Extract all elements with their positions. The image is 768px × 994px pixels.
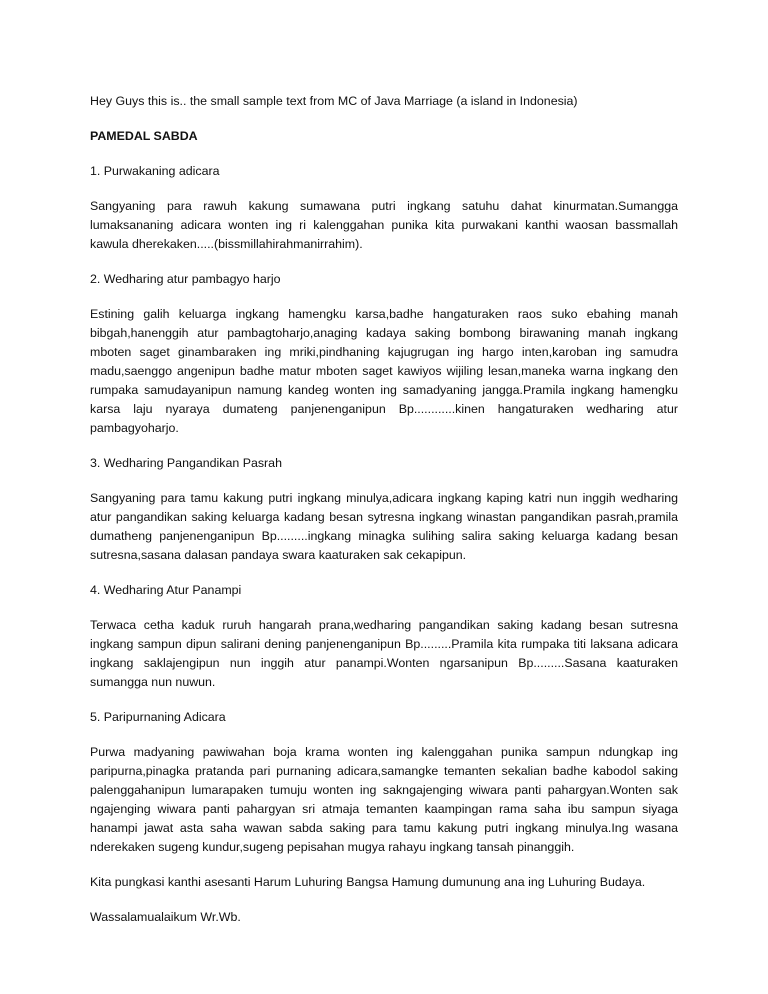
signoff-text: Wassalamualaikum Wr.Wb. xyxy=(90,910,241,924)
section-heading-1: 1. Purwakaning adicara xyxy=(90,164,220,178)
section-heading-5: 5. Paripurnaning Adicara xyxy=(90,710,226,724)
document-page xyxy=(90,92,678,943)
closing-text: Kita pungkasi kanthi asesanti Harum Luhuring Bangsa Hamung dumunung ana ing Luhuring Budaya. xyxy=(90,875,646,889)
section-heading-2: 2. Wedharing atur pambagyo harjo xyxy=(90,272,281,286)
section-heading-4: 4. Wedharing Atur Panampi xyxy=(90,583,242,597)
intro-text: Hey Guys this is.. the small sample text from MC of Java Marriage (a island in Indonesia) xyxy=(90,94,578,108)
document-title: PAMEDAL SABDA xyxy=(90,129,198,143)
section-body-3: Sangyaning para tamu kakung putri ingkang minulya,adicara ingkang kaping katri nun inggih wedharing atur pangandikan saking keluarga kadang besan sytresna ingkang winastan pangandikan pasrah,pramila dumatheng panjenenganipun Bp.........ingkang minagka sulihing salira saking keluarga kadang besan sutresna,sasana dalasan pandaya swara kaaturaken sak cekapipun. xyxy=(90,491,678,562)
section-heading-3: 3. Wedharing Pangandikan Pasrah xyxy=(90,456,282,470)
section-body-1: Sangyaning para rawuh kakung sumawana putri ingkang satuhu dahat kinurmatan.Sumangga lumaksananing adicara wonten ing ri kalenggahan punika kita purwakani kanthi waosan bassmallah kawula dherekaken.....(bissmillahirahmanirrahim). xyxy=(90,199,678,251)
section-body-5: Purwa madyaning pawiwahan boja krama wonten ing kalenggahan punika sampun ndungkap ing paripurna,pinagka pratanda pari purnaning adicara,samangke temanten sekalian badhe kabodol saking palenggahanipun lumarapaken tumuju wonten ing sakngajenging wiwara panti pahargyan.Wonten sak ngajenging wiwara panti pahargyan sri atmaja temanten kaampingan rama saha ibu sampun siyaga hanampi jawat asta saha wawan sabda saking para tamu kakung putri ingkang minulya.Ing wasana nderekaken sugeng kundur,sugeng pepisahan mugya rahayu ingkang tansah pinanggih. xyxy=(90,745,678,854)
section-body-2: Estining galih keluarga ingkang hamengku karsa,badhe hangaturaken raos suko ebahing manah bibgah,hanenggih atur pambagtoharjo,anaging kadaya saking bombong birawaning manah ingkang mboten saget ginambaraken ing mriki,pindhaning kajugrugan ing hargo inten,karoban ing samudra madu,saenggo angenipun badhe matur mboten saget kawiyos wijiling lesan,maneka warna ingkang den rumpaka samudayanipun namung kandeg wonten ing samadyaning jangga.Pramila ingkang hamengku karsa laju nyaraya dumateng panjenenganipun Bp............kinen hangaturaken wedharing atur pambagyoharjo. xyxy=(90,307,678,435)
section-body-4: Terwaca cetha kaduk ruruh hangarah prana,wedharing pangandikan saking kadang besan sutresna ingkang sampun dipun salirani dening panjenenganipun Bp.........Pramila kita rumpaka titi laksana adicara ingkang saklajengipun nun inggih atur panampi.Wonten ngarsanipun Bp.........Sasana kaaturaken sumangga nun nuwun. xyxy=(90,618,678,689)
